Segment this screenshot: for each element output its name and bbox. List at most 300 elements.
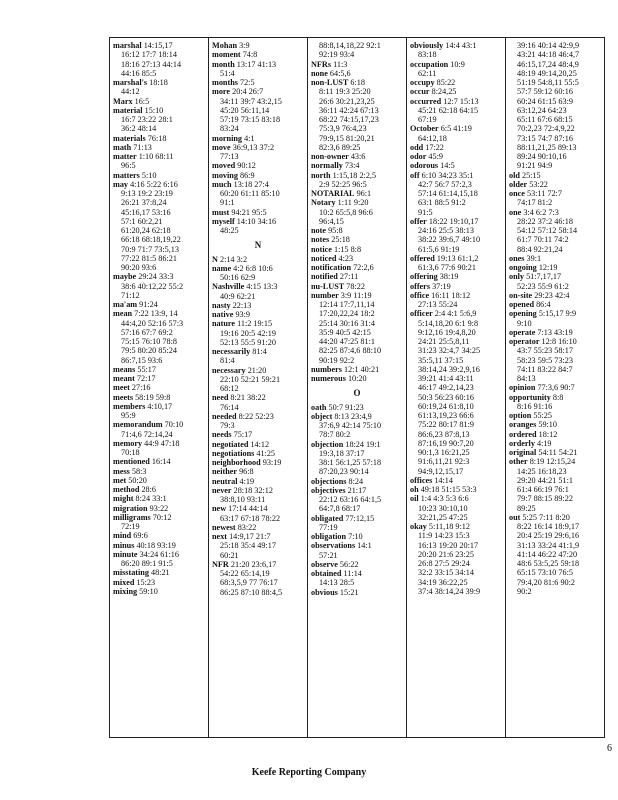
index-continuation: 61:4 66:19 76:1 xyxy=(517,485,569,494)
index-continuation: 86:20 89:1 91:5 xyxy=(121,559,173,568)
index-entry xyxy=(410,282,502,291)
page-line-refs: 77:12,15 xyxy=(345,513,375,523)
index-continuation: 41:14 46:22 47:20 xyxy=(517,549,578,559)
index-continuation: 51:19 54:8,11 55:5 xyxy=(517,78,579,87)
index-continuation: 89:24 90:10,16 xyxy=(517,152,567,161)
index-term: obviously xyxy=(410,41,444,50)
index-column-2 xyxy=(209,38,308,737)
index-entry xyxy=(113,513,205,522)
index-term: odorous xyxy=(410,161,439,171)
page-line-refs: 74:8 xyxy=(242,50,258,60)
index-term: Mohan xyxy=(212,41,238,50)
index-term: numerous xyxy=(311,374,346,383)
index-continuation: 96:4,15 xyxy=(319,216,344,226)
section-letter: N xyxy=(254,240,262,251)
index-continuation: 73:15 74:7 87:16 xyxy=(517,133,573,143)
index-continuation: 36:11 42:24 67:13 xyxy=(319,105,379,115)
index-continuation: 63:12,24 64:23 xyxy=(517,105,567,115)
page-line-refs: 14:12 xyxy=(250,439,270,449)
page-line-refs: 12:8 16:10 xyxy=(541,337,577,346)
index-entry xyxy=(113,143,205,152)
index-continuation: 31:13 33:24 41:1,9 xyxy=(517,540,580,550)
index-entry xyxy=(212,440,304,449)
index-continuation: 44:4,20 52:16 57:3 xyxy=(121,318,184,328)
index-continuation: 77:13 xyxy=(220,152,239,161)
index-entry xyxy=(113,568,205,577)
index-term: offers xyxy=(410,281,431,291)
index-entry xyxy=(509,448,601,457)
index-term: opening xyxy=(509,309,537,319)
index-entry xyxy=(113,300,205,309)
page-line-refs: 37:19 xyxy=(432,281,451,291)
page-line-refs: 14:10 34:16 xyxy=(236,216,277,226)
page-line-refs: 8:24,25 xyxy=(431,87,457,97)
page-number: 6 xyxy=(607,743,612,754)
index-entry xyxy=(311,254,403,263)
index-term: notified xyxy=(311,272,338,282)
index-entry xyxy=(311,263,403,272)
index-column-4 xyxy=(407,38,506,737)
index-continuation: 9:12,16 19:4,8,20 xyxy=(418,327,476,337)
index-entry xyxy=(113,152,205,161)
index-term: need xyxy=(212,393,229,403)
index-continuation: 84:13 xyxy=(517,374,536,383)
index-entry xyxy=(113,97,205,106)
index-continuation: 45:21 62:18 64:15 xyxy=(418,105,479,115)
index-term: Notary xyxy=(311,198,336,208)
index-continuation: 61:7 70:11 74:2 xyxy=(517,235,569,245)
page-line-refs: 43:6 xyxy=(350,152,366,161)
index-term: numbers xyxy=(311,364,342,374)
index-term: oil xyxy=(410,494,419,504)
index-entry xyxy=(311,514,403,523)
index-term: meet xyxy=(113,383,130,393)
page-line-refs: 2:14 3:2 xyxy=(219,254,248,264)
index-term: members xyxy=(113,401,146,411)
index-entry xyxy=(212,504,304,513)
index-entry xyxy=(212,78,304,87)
index-entry xyxy=(509,272,601,281)
index-term: never xyxy=(212,485,232,495)
index-continuation: 95:9 xyxy=(121,411,136,420)
index-term: operate xyxy=(509,327,536,337)
index-continuation: 17:20,22,24 18:2 xyxy=(319,309,375,319)
index-term: notice xyxy=(311,244,332,254)
page-line-refs: 4:19 xyxy=(239,476,255,486)
index-term: new xyxy=(212,504,227,514)
index-entry xyxy=(509,171,601,180)
index-entry xyxy=(212,560,304,569)
index-entry xyxy=(212,41,304,50)
index-entry xyxy=(212,50,304,59)
page-line-refs: 14:14 xyxy=(434,475,453,485)
page-line-refs: 59:10 xyxy=(139,586,158,596)
index-continuation: 52:23 55:9 61:2 xyxy=(517,281,569,291)
page-line-refs: 86:9 xyxy=(239,170,255,180)
index-continuation: 63:17 67:18 78:22 xyxy=(220,513,281,523)
index-term: moment xyxy=(212,50,241,60)
index-term: means xyxy=(113,364,136,374)
page-line-refs: 40:18 93:19 xyxy=(136,540,176,550)
index-continuation: 68:22 74:15,17,23 xyxy=(319,115,379,124)
index-continuation: 79:5 80:20 85:24 xyxy=(121,346,177,356)
index-continuation: 62:11 xyxy=(418,68,437,78)
index-term: might xyxy=(113,494,134,504)
page-line-refs: 8:13 23:4,9 xyxy=(334,411,372,421)
index-term: oh xyxy=(410,485,419,494)
page-line-refs: 39:1 xyxy=(526,253,542,263)
index-term: note xyxy=(311,226,327,235)
page-line-refs: 18:12 xyxy=(538,429,558,439)
index-term: meets xyxy=(113,392,134,402)
index-continuation: 37:4 38:14,24 39:9 xyxy=(418,586,481,596)
page-line-refs: 72:17 xyxy=(136,374,156,383)
index-term: nu-LUST xyxy=(311,281,345,291)
page-line-refs: 6:10 34:23 35:1 xyxy=(421,170,474,180)
index-continuation: 20:4 25:19 29:6,16 xyxy=(517,531,580,541)
index-term: offices xyxy=(410,475,433,485)
index-entry xyxy=(509,393,601,402)
index-term: moving xyxy=(212,170,238,180)
index-term: out xyxy=(509,512,521,522)
page-line-refs: 5:25 7:11 8:20 xyxy=(522,512,570,522)
index-entry xyxy=(410,309,502,318)
index-continuation: 83:18 xyxy=(418,50,437,60)
index-continuation: 75:3,9 76:4,23 xyxy=(319,124,367,134)
index-entry xyxy=(410,161,502,170)
page-line-refs: 77:3,6 90:7 xyxy=(537,383,575,393)
page-line-refs: 14:4 43:1 xyxy=(445,41,477,50)
page-line-refs: 19:13 61:1,2 xyxy=(436,253,479,263)
index-continuation: 89:25 xyxy=(517,503,536,513)
page-line-refs: 48:21 xyxy=(150,568,170,578)
index-term: material xyxy=(113,105,143,115)
index-entry xyxy=(410,41,502,50)
page-line-refs: 72:2,6 xyxy=(353,263,374,272)
page-line-refs: 34:24 61:16 xyxy=(139,549,179,559)
index-entry xyxy=(311,282,403,291)
index-continuation: 12:14 17:7,11,14 xyxy=(319,300,375,309)
page-line-refs: 15:23 xyxy=(136,577,156,587)
index-continuation: 64:12,18 xyxy=(418,133,447,143)
index-entry xyxy=(212,143,304,152)
section-letter: O xyxy=(353,388,361,399)
index-term: odd xyxy=(410,142,424,152)
index-entry xyxy=(113,485,205,494)
index-term: marshal's xyxy=(113,78,148,87)
index-entry xyxy=(212,161,304,170)
index-continuation: 5:14,18,20 6:1 9:8 xyxy=(418,318,479,328)
index-continuation: 77:19 xyxy=(319,522,338,532)
page-line-refs: 3:9 11:19 xyxy=(340,290,372,300)
index-term: must xyxy=(212,207,230,217)
index-continuation: 82:25 87:4,6 88:10 xyxy=(319,346,382,356)
page-line-refs: 22:13 xyxy=(232,300,252,310)
index-entry xyxy=(509,208,601,217)
index-term: newest xyxy=(212,522,236,532)
page-line-refs: 72:5 xyxy=(239,78,255,87)
index-entry xyxy=(311,161,403,170)
index-term: objection xyxy=(311,439,344,449)
index-entry xyxy=(311,235,403,244)
index-term: nature xyxy=(212,319,236,329)
index-continuation: 60:21 xyxy=(220,550,239,560)
index-term: on-site xyxy=(509,290,533,300)
index-entry xyxy=(113,457,205,466)
index-continuation: 61:3,6 77:6 90:21 xyxy=(418,263,476,272)
page-line-refs: 7:22 13:9, 14 xyxy=(134,309,178,319)
index-continuation: 88:11,21,25 89:13 xyxy=(517,142,577,152)
index-term: officer xyxy=(410,309,433,319)
index-entry xyxy=(311,78,403,87)
page-line-refs: 58:19 59:8 xyxy=(135,392,171,402)
index-entry xyxy=(311,412,403,421)
page-line-refs: 12:7 15:13 xyxy=(443,96,479,106)
index-entry xyxy=(212,180,304,189)
page-line-refs: 2:4 4:1 5:6,9 xyxy=(434,309,477,319)
index-continuation: 19:16 20:5 42:19 xyxy=(220,328,276,338)
index-continuation: 28:22 37:2 46:18 xyxy=(517,216,573,226)
index-entry xyxy=(509,328,601,337)
page-line-refs: 1:10 68:11 xyxy=(138,152,174,161)
index-continuation: 16:13 19:20 20:17 xyxy=(418,540,479,550)
index-entry xyxy=(311,198,403,207)
index-continuation: 46:15,17,24 48:4,9 xyxy=(517,59,579,69)
index-term: mean xyxy=(113,309,133,319)
index-term: option xyxy=(509,411,532,420)
index-entry xyxy=(509,309,601,318)
index-entry xyxy=(113,531,205,540)
page-line-refs: 8:19 12:15,24 xyxy=(529,457,576,467)
page-line-refs: 15:21 xyxy=(339,587,359,597)
index-column-5 xyxy=(506,38,604,737)
page-line-refs: 11:3 xyxy=(333,59,348,69)
index-entry xyxy=(410,217,502,226)
index-term: occur xyxy=(410,87,430,97)
index-continuation: 57:1 60:2,21 xyxy=(121,216,163,226)
index-term: mixing xyxy=(113,586,138,596)
page-line-refs: 17:22 xyxy=(425,142,444,152)
page-line-refs: 51:7,17,17 xyxy=(526,272,562,282)
index-continuation: 42:7 56:7 57:2,3 xyxy=(418,179,472,189)
index-term: NFR xyxy=(212,559,229,569)
index-term: north xyxy=(311,170,331,180)
page-line-refs: 21:17 xyxy=(347,485,367,495)
page-line-refs: 16:5 xyxy=(134,96,150,106)
index-term: next xyxy=(212,532,228,541)
page-line-refs: 7:10 xyxy=(348,532,363,541)
index-entry xyxy=(311,541,403,550)
index-term: matters xyxy=(113,170,140,180)
index-term: opinion xyxy=(509,383,536,393)
page-line-refs: 18:18 xyxy=(149,78,168,87)
index-entry xyxy=(212,412,304,421)
index-continuation: 96:5 xyxy=(121,161,136,171)
page-line-refs: 10:20 xyxy=(347,374,367,383)
page-line-refs: 38:19 xyxy=(439,272,459,282)
index-term: none xyxy=(311,68,328,78)
index-continuation: 60:20 61:11 85:10 xyxy=(220,189,280,198)
index-continuation: 34:11 39:7 43:2,15 xyxy=(220,96,282,106)
page-line-refs: 3:9 xyxy=(239,41,250,50)
index-continuation: 22:10 52:21 59:21 xyxy=(220,374,281,384)
index-term: method xyxy=(113,485,140,494)
page-line-refs: 75:17 xyxy=(233,430,253,440)
index-term: off xyxy=(410,170,420,180)
page-line-refs: 96:8 xyxy=(239,467,254,477)
index-entry xyxy=(410,78,502,87)
index-continuation: 48:19 49:14,20,25 xyxy=(517,68,577,78)
index-entry xyxy=(311,569,403,578)
page-line-refs: 91:24 xyxy=(139,300,158,309)
index-entry xyxy=(212,430,304,439)
index-term: obtained xyxy=(311,569,342,578)
index-entry xyxy=(509,189,601,198)
index-entry xyxy=(113,504,205,513)
index-term: observe xyxy=(311,559,338,569)
index-entry xyxy=(509,420,601,429)
index-entry xyxy=(509,300,601,309)
index-term: more xyxy=(212,87,231,97)
index-term: non-owner xyxy=(311,152,349,161)
page-line-refs: 45:9 xyxy=(428,152,443,161)
index-continuation: 71:12 xyxy=(121,290,140,300)
page-line-refs: 1:15 8:8 xyxy=(333,244,362,254)
page-line-refs: 83:22 xyxy=(237,522,257,532)
index-entry xyxy=(311,588,403,597)
page-line-refs: 1:4 4:3 5:3 6:6 xyxy=(420,494,469,504)
page-line-refs: 76:18 xyxy=(147,133,167,143)
index-entry xyxy=(113,578,205,587)
index-entry xyxy=(509,457,601,466)
index-entry xyxy=(113,402,205,411)
page-line-refs: 53:22 xyxy=(529,179,548,189)
index-continuation: 76:14 xyxy=(220,402,239,412)
index-continuation: 40:9 62:21 xyxy=(220,291,256,301)
index-continuation: 25:18 35:4 49:17 xyxy=(220,541,276,551)
index-continuation: 67:19 xyxy=(418,115,437,124)
page-line-refs: 59:10 xyxy=(538,420,557,430)
index-entry xyxy=(212,477,304,486)
index-entry xyxy=(113,494,205,503)
index-continuation: 63:1 88:5 91:2 xyxy=(418,198,466,208)
page-line-refs: 1:15,18 2:2,5 xyxy=(332,170,377,180)
index-continuation: 90:1,3 16:21,25 xyxy=(418,448,470,457)
index-continuation: 36:2 48:14 xyxy=(121,124,157,134)
index-entry xyxy=(113,541,205,550)
page-line-refs: 90:12 xyxy=(237,161,256,171)
page-line-refs: 5:10 xyxy=(141,170,157,180)
index-table xyxy=(109,37,605,738)
index-continuation: 79:9,15 81:20,21 xyxy=(319,133,375,143)
index-entry xyxy=(509,180,601,189)
index-term: October xyxy=(410,124,439,134)
page-line-refs: 28:6 xyxy=(141,485,156,494)
page-line-refs: 4:1 xyxy=(244,133,255,143)
page-line-refs: 18:24 19:1 xyxy=(345,439,381,449)
index-continuation: 90:2 xyxy=(517,586,532,596)
page-line-refs: 93:9 xyxy=(235,310,250,319)
index-continuation: 34:19 36:22,25 xyxy=(418,577,468,587)
index-entry xyxy=(212,532,304,541)
index-continuation: 18:16 27:13 44:14 xyxy=(121,59,182,69)
index-continuation: 35:5,11 37:15 xyxy=(418,355,464,365)
index-continuation: 38:8,10 93:11 xyxy=(220,495,266,504)
index-term: Nashville xyxy=(212,282,245,292)
index-term: objectives xyxy=(311,485,346,495)
page-line-refs: 18:22 19:10,17 xyxy=(428,216,479,226)
index-continuation: 39:21 41:4 43:11 xyxy=(418,374,474,383)
index-continuation: 61:5,6 91:19 xyxy=(418,244,460,254)
page-line-refs: 50:20 xyxy=(128,475,147,485)
index-term: needed xyxy=(212,411,237,421)
index-continuation: 48:25 xyxy=(220,226,239,235)
index-term: name xyxy=(212,263,232,273)
index-continuation: 44:16 85:5 xyxy=(121,68,157,78)
index-term: materials xyxy=(113,133,146,143)
index-continuation: 14:13 28:5 xyxy=(319,578,355,588)
index-entry xyxy=(311,291,403,300)
index-entry xyxy=(509,337,601,346)
index-entry xyxy=(509,430,601,439)
index-continuation: 75:22 80:17 81:9 xyxy=(418,420,474,430)
index-entry xyxy=(212,171,304,180)
index-entry xyxy=(113,272,205,281)
index-term: occupation xyxy=(410,59,449,69)
index-term: obligated xyxy=(311,513,344,523)
index-entry xyxy=(113,587,205,596)
index-continuation: 81:4 xyxy=(220,356,235,366)
index-continuation: 54:22 65:14,19 xyxy=(220,569,270,578)
page-line-refs: 78:22 xyxy=(346,281,365,291)
index-entry xyxy=(311,440,403,449)
index-continuation: 43:7 55:23 58:17 xyxy=(517,346,573,356)
page-line-refs: 58:3 xyxy=(131,466,147,476)
index-term: obligation xyxy=(311,532,347,541)
index-continuation: 92:19 93:4 xyxy=(319,50,355,60)
index-continuation: 35:9 40:5 42:15 xyxy=(319,327,371,337)
index-continuation: 9:10 xyxy=(517,318,532,328)
index-term: neither xyxy=(212,467,238,477)
index-continuation: 37:6,9 42:14 75:10 xyxy=(319,421,382,430)
index-continuation: 91:1 xyxy=(220,198,235,208)
index-entry xyxy=(212,208,304,217)
index-entry xyxy=(311,171,403,180)
index-term: necessary xyxy=(212,365,246,375)
index-term: meant xyxy=(113,374,135,383)
index-term: odor xyxy=(410,152,427,161)
page-line-refs: 27:16 xyxy=(131,383,151,393)
index-term: mess xyxy=(113,466,130,476)
index-continuation: 91:5 xyxy=(418,207,433,217)
index-continuation: 46:17 49:2,14,23 xyxy=(418,383,474,393)
index-term: morning xyxy=(212,133,243,143)
index-entry xyxy=(212,255,304,264)
index-column-3 xyxy=(308,38,407,737)
page-line-refs: 56:22 xyxy=(339,559,359,569)
index-continuation: 9:13 19:2 23:19 xyxy=(121,189,173,198)
index-term: non-LUST xyxy=(311,78,349,87)
index-term: needs xyxy=(212,430,232,440)
index-entry xyxy=(113,550,205,559)
index-continuation: 78:7 80:2 xyxy=(319,430,351,440)
index-continuation: 25:14 30:16 31:4 xyxy=(319,318,375,328)
index-term: okay xyxy=(410,522,427,531)
page-line-refs: 16:14 xyxy=(151,457,171,467)
index-entry xyxy=(212,458,304,467)
page-line-refs: 50:7 91:23 xyxy=(328,402,364,412)
index-term: myself xyxy=(212,216,235,226)
